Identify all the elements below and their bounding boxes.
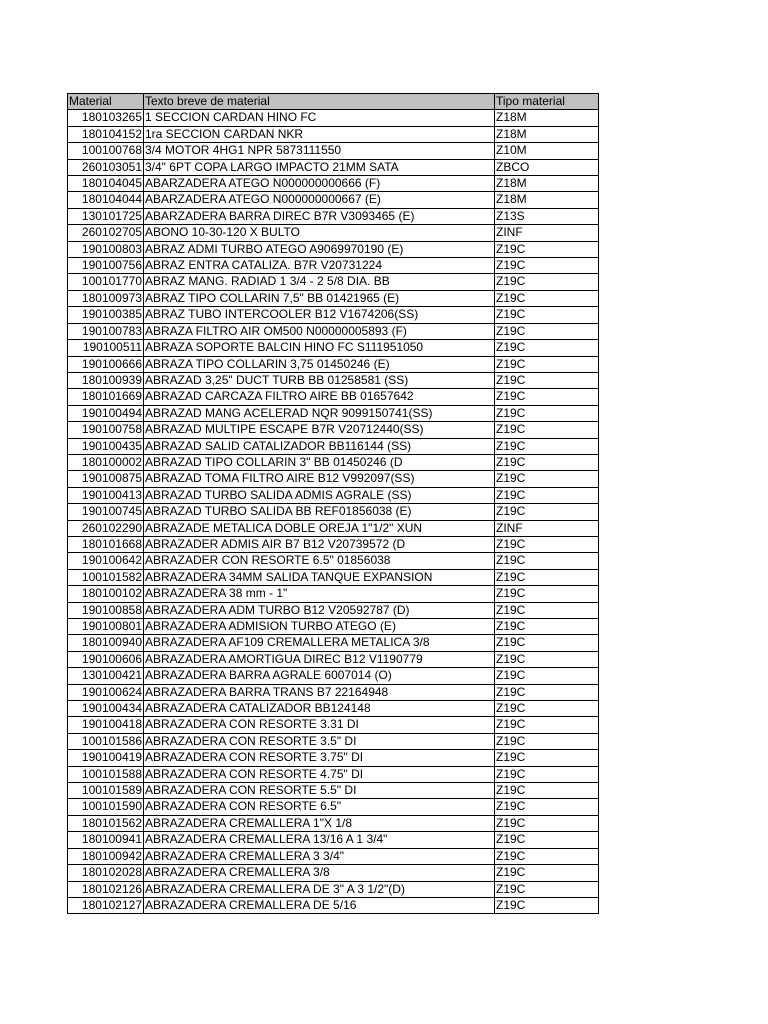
type-cell[interactable]: Z19C bbox=[495, 405, 599, 421]
material-cell[interactable]: 180100941 bbox=[68, 832, 144, 848]
description-cell[interactable]: ABRAZADERA CON RESORTE 3.31 DI bbox=[144, 717, 495, 733]
type-cell[interactable]: Z19C bbox=[495, 635, 599, 651]
header-row bbox=[68, 94, 599, 110]
description-cell[interactable]: ABRAZAD 3,25" DUCT TURB BB 01258581 (SS) bbox=[144, 372, 495, 388]
table-row[interactable] bbox=[68, 733, 599, 749]
type-cell[interactable]: Z19C bbox=[495, 274, 599, 290]
table-row[interactable] bbox=[68, 126, 599, 142]
material-cell[interactable]: 180100940 bbox=[68, 635, 144, 651]
type-cell[interactable]: Z19C bbox=[495, 389, 599, 405]
table-row[interactable] bbox=[68, 536, 599, 552]
description-cell[interactable]: ABRAZ TUBO INTERCOOLER B12 V1674206(SS) bbox=[144, 307, 495, 323]
table-row[interactable] bbox=[68, 274, 599, 290]
description-cell[interactable]: ABRAZADERA BARRA TRANS B7 22164948 bbox=[144, 684, 495, 700]
material-cell[interactable]: 180102028 bbox=[68, 865, 144, 881]
type-cell[interactable]: Z19C bbox=[495, 422, 599, 438]
description-cell[interactable]: ABRAZ ADMI TURBO ATEGO A9069970190 (E) bbox=[144, 241, 495, 257]
table-row[interactable] bbox=[68, 635, 599, 651]
material-cell[interactable]: 180100942 bbox=[68, 848, 144, 864]
description-cell[interactable]: ABRAZ MANG. RADIAD 1 3/4 - 2 5/8 DIA. BB bbox=[144, 274, 495, 290]
table-row[interactable] bbox=[68, 750, 599, 766]
description-cell[interactable]: ABARZADERA BARRA DIREC B7R V3093465 (E) bbox=[144, 208, 495, 224]
type-cell[interactable]: Z18M bbox=[495, 126, 599, 142]
material-cell[interactable]: 180101562 bbox=[68, 815, 144, 831]
material-cell[interactable]: 190100783 bbox=[68, 323, 144, 339]
material-cell[interactable]: 190100803 bbox=[68, 241, 144, 257]
table-row[interactable] bbox=[68, 454, 599, 470]
type-cell[interactable]: Z19C bbox=[495, 701, 599, 717]
table-row[interactable] bbox=[68, 717, 599, 733]
table-row[interactable] bbox=[68, 865, 599, 881]
description-cell[interactable]: ABRAZADERA AMORTIGUA DIREC B12 V1190779 bbox=[144, 651, 495, 667]
table-row[interactable] bbox=[68, 405, 599, 421]
description-cell[interactable]: ABRAZADERA CREMALLERA 3 3/4" bbox=[144, 848, 495, 864]
description-cell[interactable]: ABRAZADERA CON RESORTE 3.75" DI bbox=[144, 750, 495, 766]
description-cell[interactable]: ABARZADERA ATEGO N000000000667 (E) bbox=[144, 192, 495, 208]
material-cell[interactable]: 180104045 bbox=[68, 176, 144, 192]
table-row[interactable] bbox=[68, 701, 599, 717]
description-cell[interactable]: ABRAZADERA CREMALLERA DE 5/16 bbox=[144, 897, 495, 913]
type-cell[interactable]: Z19C bbox=[495, 815, 599, 831]
type-cell[interactable]: Z19C bbox=[495, 799, 599, 815]
table-row[interactable] bbox=[68, 422, 599, 438]
material-cell[interactable]: 190100494 bbox=[68, 405, 144, 421]
material-cell[interactable]: 190100758 bbox=[68, 422, 144, 438]
material-cell[interactable]: 180104152 bbox=[68, 126, 144, 142]
description-cell[interactable]: ABARZADERA ATEGO N000000000666 (F) bbox=[144, 176, 495, 192]
table-row[interactable] bbox=[68, 192, 599, 208]
table-row[interactable] bbox=[68, 766, 599, 782]
description-cell[interactable]: ABRAZAD MANG ACELERAD NQR 9099150741(SS) bbox=[144, 405, 495, 421]
material-cell[interactable]: 190100419 bbox=[68, 750, 144, 766]
material-cell[interactable]: 190100435 bbox=[68, 438, 144, 454]
material-cell[interactable]: 130101725 bbox=[68, 208, 144, 224]
material-table bbox=[67, 93, 599, 914]
type-cell[interactable]: Z18M bbox=[495, 192, 599, 208]
description-cell[interactable]: ABRAZADERA ADMISION TURBO ATEGO (E) bbox=[144, 619, 495, 635]
type-cell[interactable]: Z19C bbox=[495, 438, 599, 454]
type-cell[interactable]: Z19C bbox=[495, 865, 599, 881]
description-cell[interactable]: 1 SECCION CARDAN HINO FC bbox=[144, 110, 495, 126]
header-material[interactable]: Material bbox=[68, 94, 144, 110]
material-cell[interactable]: 100101586 bbox=[68, 733, 144, 749]
material-cell[interactable]: 190100745 bbox=[68, 504, 144, 520]
header-tipo-material[interactable]: Tipo material bbox=[495, 94, 599, 110]
table-row[interactable] bbox=[68, 372, 599, 388]
type-cell[interactable]: Z19C bbox=[495, 651, 599, 667]
description-cell[interactable]: ABRAZADE METALICA DOBLE OREJA 1"1/2" XUN bbox=[144, 520, 495, 536]
description-cell[interactable]: ABRAZA TIPO COLLARIN 3,75 01450246 (E) bbox=[144, 356, 495, 372]
table-row[interactable] bbox=[68, 815, 599, 831]
description-cell[interactable]: ABRAZADERA 34MM SALIDA TANQUE EXPANSION bbox=[144, 569, 495, 585]
material-cell[interactable]: 100100768 bbox=[68, 143, 144, 159]
type-cell[interactable]: Z18M bbox=[495, 176, 599, 192]
table-row[interactable] bbox=[68, 340, 599, 356]
table-row[interactable] bbox=[68, 520, 599, 536]
table-row[interactable] bbox=[68, 258, 599, 274]
table-row[interactable] bbox=[68, 799, 599, 815]
material-cell[interactable]: 190100858 bbox=[68, 602, 144, 618]
table-row[interactable] bbox=[68, 389, 599, 405]
type-cell[interactable]: Z19C bbox=[495, 848, 599, 864]
material-cell[interactable]: 190100624 bbox=[68, 684, 144, 700]
material-cell[interactable]: 190100511 bbox=[68, 340, 144, 356]
table-row[interactable] bbox=[68, 553, 599, 569]
table-row[interactable] bbox=[68, 471, 599, 487]
description-cell[interactable]: ABRAZADERA CREMALLERA 13/16 A 1 3/4" bbox=[144, 832, 495, 848]
table-row[interactable] bbox=[68, 668, 599, 684]
table-row[interactable] bbox=[68, 832, 599, 848]
table-row[interactable] bbox=[68, 290, 599, 306]
material-cell[interactable]: 100101589 bbox=[68, 783, 144, 799]
table-row[interactable] bbox=[68, 143, 599, 159]
material-cell[interactable]: 190100801 bbox=[68, 619, 144, 635]
material-cell[interactable]: 100101590 bbox=[68, 799, 144, 815]
table-row[interactable] bbox=[68, 176, 599, 192]
table-row[interactable] bbox=[68, 356, 599, 372]
material-cell[interactable]: 190100642 bbox=[68, 553, 144, 569]
material-cell[interactable]: 180101669 bbox=[68, 389, 144, 405]
table-row[interactable] bbox=[68, 208, 599, 224]
description-cell[interactable]: ABRAZ TIPO COLLARIN 7,5" BB 01421965 (E) bbox=[144, 290, 495, 306]
description-cell[interactable]: ABRAZAD SALID CATALIZADOR BB116144 (SS) bbox=[144, 438, 495, 454]
material-cell[interactable]: 180100102 bbox=[68, 586, 144, 602]
type-cell[interactable]: Z19C bbox=[495, 832, 599, 848]
material-cell[interactable]: 260103051 bbox=[68, 159, 144, 175]
description-cell[interactable]: ABRAZADERA CATALIZADOR BB124148 bbox=[144, 701, 495, 717]
description-cell[interactable]: ABRAZADERA CON RESORTE 6.5" bbox=[144, 799, 495, 815]
type-cell[interactable]: Z19C bbox=[495, 619, 599, 635]
material-cell[interactable]: 190100413 bbox=[68, 487, 144, 503]
material-cell[interactable]: 190100606 bbox=[68, 651, 144, 667]
header-texto-breve[interactable]: Texto breve de material bbox=[144, 94, 495, 110]
description-cell[interactable]: ABRAZAD MULTIPE ESCAPE B7R V20712440(SS) bbox=[144, 422, 495, 438]
description-cell[interactable]: ABRAZADER CON RESORTE 6.5" 01856038 bbox=[144, 553, 495, 569]
material-cell[interactable]: 190100756 bbox=[68, 258, 144, 274]
description-cell[interactable]: 3/4 MOTOR 4HG1 NPR 5873111550 bbox=[144, 143, 495, 159]
material-cell[interactable]: 190100875 bbox=[68, 471, 144, 487]
type-cell[interactable]: Z19C bbox=[495, 323, 599, 339]
table-row[interactable] bbox=[68, 569, 599, 585]
material-cell[interactable]: 180100973 bbox=[68, 290, 144, 306]
type-cell[interactable]: Z19C bbox=[495, 684, 599, 700]
material-cell[interactable]: 190100385 bbox=[68, 307, 144, 323]
table-row[interactable] bbox=[68, 159, 599, 175]
material-cell[interactable]: 180102126 bbox=[68, 881, 144, 897]
description-cell[interactable]: ABRAZADER ADMIS AIR B7 B12 V20739572 (D bbox=[144, 536, 495, 552]
description-cell[interactable]: ABRAZADERA AF109 CREMALLERA METALICA 3/8 bbox=[144, 635, 495, 651]
type-cell[interactable]: ZBCO bbox=[495, 159, 599, 175]
table-row[interactable] bbox=[68, 897, 599, 913]
description-cell[interactable]: 1ra SECCION CARDAN NKR bbox=[144, 126, 495, 142]
type-cell[interactable]: Z18M bbox=[495, 110, 599, 126]
table-row[interactable] bbox=[68, 783, 599, 799]
description-cell[interactable]: ABRAZAD TURBO SALIDA BB REF01856038 (E) bbox=[144, 504, 495, 520]
description-cell[interactable]: ABONO 10-30-120 X BULTO bbox=[144, 225, 495, 241]
description-cell[interactable]: ABRAZAD TIPO COLLARIN 3" BB 01450246 (D bbox=[144, 454, 495, 470]
type-cell[interactable]: ZINF bbox=[495, 520, 599, 536]
description-cell[interactable]: ABRAZA SOPORTE BALCIN HINO FC S111951050 bbox=[144, 340, 495, 356]
type-cell[interactable]: Z19C bbox=[495, 290, 599, 306]
description-cell[interactable]: ABRAZADERA CON RESORTE 5.5" DI bbox=[144, 783, 495, 799]
type-cell[interactable]: Z19C bbox=[495, 471, 599, 487]
description-cell[interactable]: ABRAZADERA CREMALLERA DE 3" A 3 1/2"(D) bbox=[144, 881, 495, 897]
table-body bbox=[68, 110, 599, 914]
table-row[interactable] bbox=[68, 307, 599, 323]
type-cell[interactable]: Z19C bbox=[495, 750, 599, 766]
type-cell[interactable]: Z19C bbox=[495, 536, 599, 552]
description-cell[interactable]: ABRAZADERA CON RESORTE 4.75" DI bbox=[144, 766, 495, 782]
type-cell[interactable]: Z19C bbox=[495, 783, 599, 799]
material-cell[interactable]: 260102705 bbox=[68, 225, 144, 241]
description-cell[interactable]: ABRAZADERA CREMALLERA 1"X 1/8 bbox=[144, 815, 495, 831]
type-cell[interactable]: Z19C bbox=[495, 340, 599, 356]
type-cell[interactable]: Z19C bbox=[495, 766, 599, 782]
table-row[interactable] bbox=[68, 651, 599, 667]
material-cell[interactable]: 180100939 bbox=[68, 372, 144, 388]
type-cell[interactable]: Z19C bbox=[495, 553, 599, 569]
material-cell[interactable]: 100101582 bbox=[68, 569, 144, 585]
type-cell[interactable]: Z19C bbox=[495, 717, 599, 733]
table-row[interactable] bbox=[68, 438, 599, 454]
material-cell[interactable]: 180103265 bbox=[68, 110, 144, 126]
table-row[interactable] bbox=[68, 684, 599, 700]
type-cell[interactable]: Z19C bbox=[495, 356, 599, 372]
type-cell[interactable]: Z19C bbox=[495, 504, 599, 520]
table-row[interactable] bbox=[68, 586, 599, 602]
table-row[interactable] bbox=[68, 504, 599, 520]
material-cell[interactable]: 180102127 bbox=[68, 897, 144, 913]
type-cell[interactable]: Z19C bbox=[495, 897, 599, 913]
type-cell[interactable]: Z19C bbox=[495, 307, 599, 323]
description-cell[interactable]: ABRAZA FILTRO AIR OM500 N00000005893 (F) bbox=[144, 323, 495, 339]
material-cell[interactable]: 190100434 bbox=[68, 701, 144, 717]
material-cell[interactable]: 190100666 bbox=[68, 356, 144, 372]
table-row[interactable] bbox=[68, 602, 599, 618]
type-cell[interactable]: Z19C bbox=[495, 372, 599, 388]
material-cell[interactable]: 190100418 bbox=[68, 717, 144, 733]
type-cell[interactable]: Z19C bbox=[495, 602, 599, 618]
table-row[interactable] bbox=[68, 881, 599, 897]
material-cell[interactable]: 180100002 bbox=[68, 454, 144, 470]
description-cell[interactable]: ABRAZADERA CREMALLERA 3/8 bbox=[144, 865, 495, 881]
material-cell[interactable]: 130100421 bbox=[68, 668, 144, 684]
description-cell[interactable]: 3/4" 6PT COPA LARGO IMPACTO 21MM SATA bbox=[144, 159, 495, 175]
description-cell[interactable]: ABRAZAD CARCAZA FILTRO AIRE BB 01657642 bbox=[144, 389, 495, 405]
type-cell[interactable]: Z19C bbox=[495, 241, 599, 257]
type-cell[interactable]: Z19C bbox=[495, 733, 599, 749]
table-row[interactable] bbox=[68, 110, 599, 126]
description-cell[interactable]: ABRAZADERA CON RESORTE 3.5" DI bbox=[144, 733, 495, 749]
type-cell[interactable]: Z19C bbox=[495, 569, 599, 585]
table-row[interactable] bbox=[68, 225, 599, 241]
description-cell[interactable]: ABRAZADERA ADM TURBO B12 V20592787 (D) bbox=[144, 602, 495, 618]
type-cell[interactable]: Z19C bbox=[495, 881, 599, 897]
type-cell[interactable]: Z10M bbox=[495, 143, 599, 159]
type-cell[interactable]: Z19C bbox=[495, 487, 599, 503]
description-cell[interactable]: ABRAZADERA 38 mm - 1" bbox=[144, 586, 495, 602]
material-cell[interactable]: 180101668 bbox=[68, 536, 144, 552]
type-cell[interactable]: ZINF bbox=[495, 225, 599, 241]
type-cell[interactable]: Z13S bbox=[495, 208, 599, 224]
table-row[interactable] bbox=[68, 487, 599, 503]
description-cell[interactable]: ABRAZAD TURBO SALIDA ADMIS AGRALE (SS) bbox=[144, 487, 495, 503]
type-cell[interactable]: Z19C bbox=[495, 586, 599, 602]
description-cell[interactable]: ABRAZ ENTRA CATALIZA. B7R V20731224 bbox=[144, 258, 495, 274]
material-cell[interactable]: 100101588 bbox=[68, 766, 144, 782]
description-cell[interactable]: ABRAZADERA BARRA AGRALE 6007014 (O) bbox=[144, 668, 495, 684]
table-row[interactable] bbox=[68, 619, 599, 635]
type-cell[interactable]: Z19C bbox=[495, 668, 599, 684]
material-cell[interactable]: 180104044 bbox=[68, 192, 144, 208]
table-row[interactable] bbox=[68, 323, 599, 339]
table-row[interactable] bbox=[68, 848, 599, 864]
table-row[interactable] bbox=[68, 241, 599, 257]
material-cell[interactable]: 260102290 bbox=[68, 520, 144, 536]
type-cell[interactable]: Z19C bbox=[495, 258, 599, 274]
description-cell[interactable]: ABRAZAD TOMA FILTRO AIRE B12 V992097(SS) bbox=[144, 471, 495, 487]
material-cell[interactable]: 100101770 bbox=[68, 274, 144, 290]
type-cell[interactable]: Z19C bbox=[495, 454, 599, 470]
